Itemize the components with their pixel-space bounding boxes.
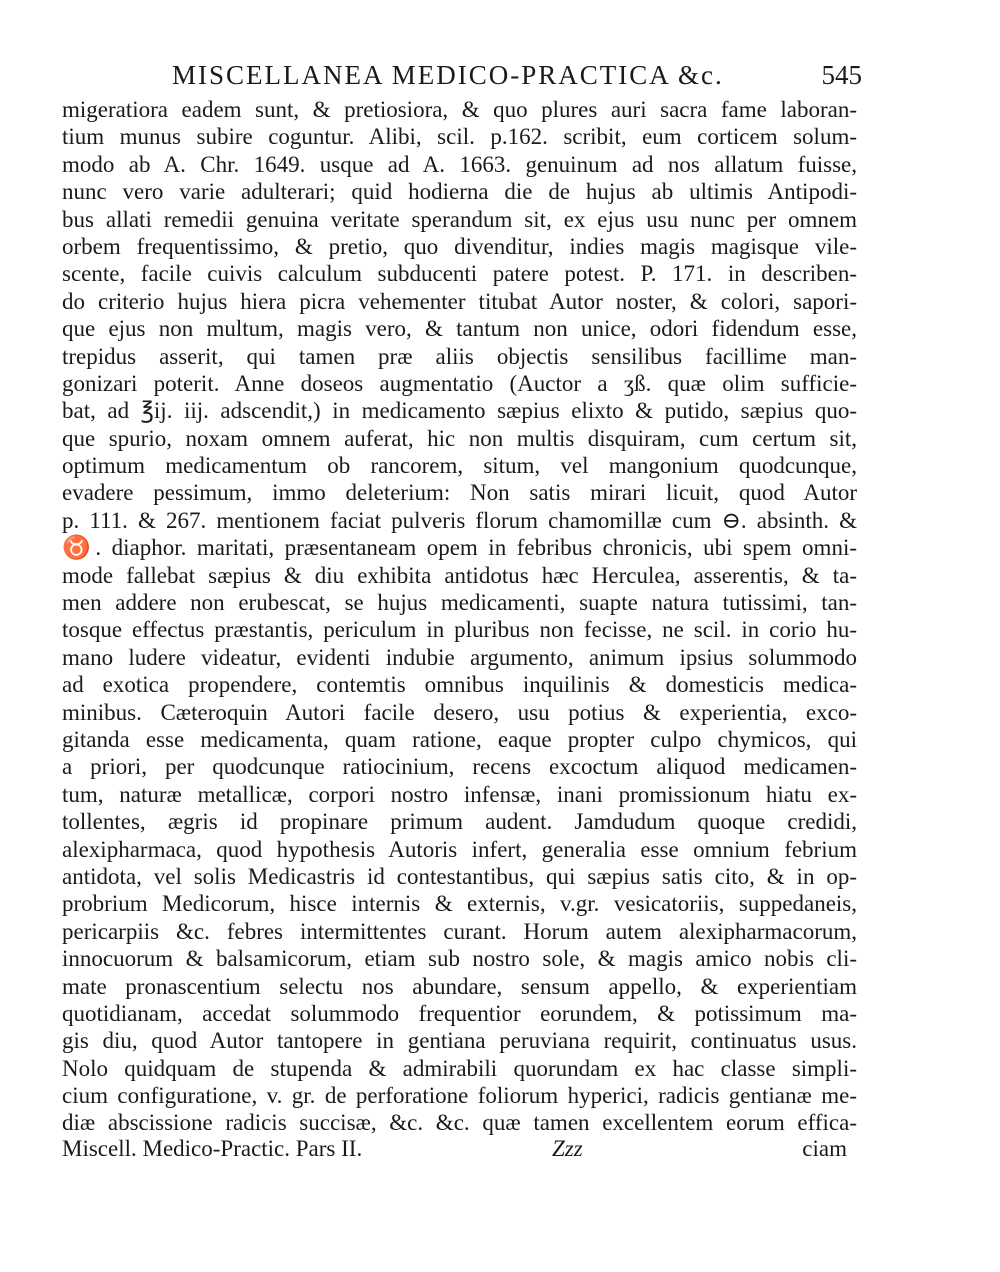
catchword: ciam xyxy=(802,1136,847,1161)
signature-mark: Zzz xyxy=(552,1136,583,1161)
running-head xyxy=(172,58,862,92)
text-line: mode fallebat sæpius & diu exhibita antidotus hæc Herculea, asserentis, & ta- xyxy=(62,562,857,588)
text-line: bat, ad ℥ij. iij. adscendit,) in medicamento sæpius elixto & putido, sæpius quo- xyxy=(62,398,857,424)
text-line: modo ab A. Chr. 1649. usque ad A. 1663. genuinum ad nos allatum fuisse, xyxy=(62,151,857,177)
page-number: 545 xyxy=(821,60,862,90)
text-line: tium munus subire coguntur. Alibi, scil. p.162. scribit, eum corticem solum- xyxy=(62,124,857,150)
text-line: evadere pessimum, immo deleterium: Non satis mirari licuit, quod Autor xyxy=(62,480,857,506)
running-title: MISCELLANEA MEDICO-PRACTICA &c. xyxy=(172,60,724,90)
text-line: gitanda esse medicamenta, quam ratione, eaque propter culpo chymicos, qui xyxy=(62,726,857,752)
text-line: men addere non erubescat, se hujus medicamenti, suapte natura tutissimi, tan- xyxy=(62,590,857,616)
text-line: gis diu, quod Autor tantopere in gentiana peruviana requirit, continuatus usus. xyxy=(62,1028,857,1054)
text-line: nunc vero varie adulterari; quid hodierna die de hujus ab ultimis Antipodi- xyxy=(62,179,857,205)
text-line: alexipharmaca, quod hypothesis Autoris infert, generalia esse omnium febrium xyxy=(62,836,857,862)
text-line: migeratiora eadem sunt, & pretiosiora, & quo plures auri sacra fame laboran- xyxy=(62,97,857,122)
text-line: tollentes, ægris id propinare primum audent. Jamdudum quoque credidi, xyxy=(62,809,857,835)
text-line: tum, naturæ metallicæ, corpori nostro infensæ, inani promissionum hiatu ex- xyxy=(62,781,857,807)
text-line: mano ludere videatur, evidenti indubie argumento, animum ipsius solummodo xyxy=(62,644,857,670)
signature-line: Miscell. Medico-Practic. Pars II. xyxy=(62,1136,363,1161)
text-line: que spurio, noxam omnem auferat, hic non multis disquiram, cum certum sit, xyxy=(62,425,857,451)
text-line: antidota, vel solis Medicastris id contestantibus, qui sæpius satis cito, & in op- xyxy=(62,863,857,889)
text-line: innocuorum & balsamicorum, etiam sub nostro sole, & magis amico nobis cli- xyxy=(62,946,857,972)
text-line: do criterio hujus hiera picra vehementer titubat Autor noster, & colori, sapori- xyxy=(62,288,857,314)
text-line: pericarpiis &c. febres intermittentes curant. Horum autem alexipharmacorum, xyxy=(62,918,857,944)
page-footer xyxy=(62,1133,847,1165)
text-line: mate pronascentium selectu nos abundare, sensum appello, & experientiam xyxy=(62,973,857,999)
text-line: optimum medicamentum ob rancorem, situm, vel mangonium quodcunque, xyxy=(62,453,857,479)
text-line: diæ abscissione radicis succisæ, &c. &c. quæ tamen excellentem eorum effica- xyxy=(62,1110,857,1136)
text-line: trepidus asserit, qui tamen præ aliis objectis sensilibus facillime man- xyxy=(62,343,857,369)
text-line: ♉. diaphor. maritati, præsentaneam opem in febribus chronicis, ubi spem omni- xyxy=(62,535,857,561)
text-line: p. 111. & 267. mentionem faciat pulveris florum chamomillæ cum ⊖. absinth. & xyxy=(62,507,857,533)
text-line: Nolo quidquam de stupenda & admirabili quorundam ex hac classe simpli- xyxy=(62,1055,857,1081)
text-line: gonizari poterit. Anne doseos augmentatio (Auctor a ʒß. quæ olim sufficie- xyxy=(62,370,857,396)
text-line: bus allati remedii genuina veritate sperandum sit, ex ejus usu nunc per omnem xyxy=(62,206,857,232)
text-line: scente, facile cuivis calculum subducenti patere potest. P. 171. in describen- xyxy=(62,261,857,287)
text-line: cium configuratione, v. gr. de perforatione foliorum hyperici, radicis gentianæ me- xyxy=(62,1083,857,1109)
text-line: a priori, per quodcunque ratiocinium, recens excoctum aliquod medicamen- xyxy=(62,754,857,780)
text-line: ad exotica propendere, contemtis omnibus inquilinis & domesticis medica- xyxy=(62,672,857,698)
text-line: que ejus non multum, magis vero, & tantum non unice, odori fidendum esse, xyxy=(62,316,857,342)
text-line: minibus. Cæteroquin Autori facile desero, usu potius & experientia, exco- xyxy=(62,699,857,725)
text-line: quotidianam, accedat solummodo frequentior eorundem, & potissimum ma- xyxy=(62,1000,857,1026)
text-line: tosque effectus præstantis, periculum in pluribus non fecisse, ne scil. in corio hu- xyxy=(62,617,857,643)
text-line: probrium Medicorum, hisce internis & externis, v.gr. vesicatoriis, suppedaneis, xyxy=(62,891,857,917)
text-line: orbem frequentissimo, & pretio, quo divenditur, indies magis magisque vile- xyxy=(62,233,857,259)
body-text xyxy=(62,96,857,1137)
